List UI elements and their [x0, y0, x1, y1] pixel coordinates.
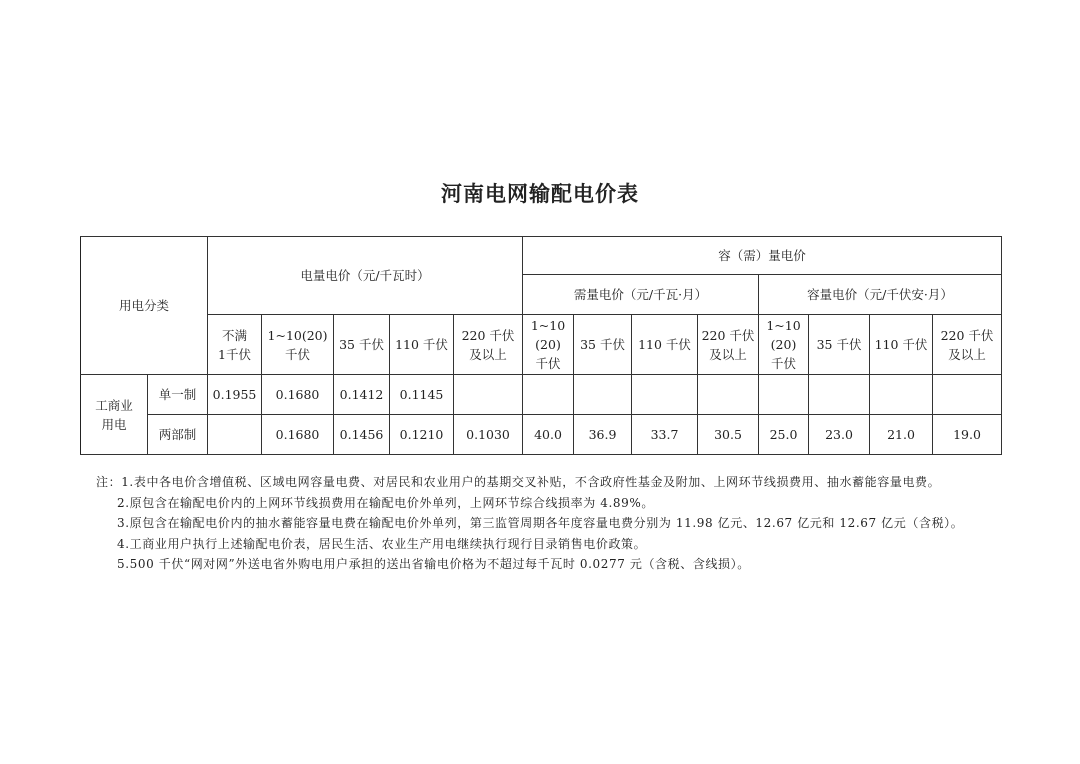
note-line: 注：1.表中各电价含增值税、区域电网容量电费、对居民和农业用户的基期交叉补贴，不含政府性基金及附加、上网环节线损费用、抽水蓄能容量电费。 — [96, 475, 941, 489]
energy-price-cell: 0.1955 — [208, 375, 262, 415]
energy-price-cell: 0.1456 — [334, 415, 390, 455]
energy-level-header: 110 千伏 — [390, 315, 454, 375]
capacity-level-header: 35 千伏 — [809, 315, 870, 375]
energy-price-cell: 0.1210 — [390, 415, 454, 455]
table-title: 河南电网输配电价表 — [441, 181, 639, 206]
capacity-price-cell — [809, 375, 870, 415]
energy-price-cell: 0.1030 — [454, 415, 523, 455]
capacity-price-cell: 23.0 — [809, 415, 870, 455]
energy-price-cell — [208, 415, 262, 455]
note-line: 3.原包含在输配电价内的抽水蓄能容量电费在输配电价外单列，第三监管周期各年度容量电费分别为 11.98 亿元、12.67 亿元和 12.67 亿元（含税）。 — [117, 516, 964, 530]
note-line: 4.工商业用户执行上述输配电价表，居民生活、农业生产用电继续执行现行目录销售电价政策。 — [117, 536, 647, 551]
demand-price-cell: 40.0 — [523, 415, 574, 455]
table-row — [81, 375, 1002, 415]
energy-level-header: 220 千伏 及以上 — [454, 315, 523, 375]
demand-price-cell — [523, 375, 574, 415]
capacity-price-cell — [870, 375, 933, 415]
note-line: 2.原包含在输配电价内的上网环节线损费用在输配电价外单列，上网环节综合线损率为 4.89%。 — [117, 495, 654, 510]
capacity-level-header: 110 千伏 — [870, 315, 933, 375]
demand-level-header: 110 千伏 — [632, 315, 698, 375]
user-group-label: 工商业 用电 — [81, 375, 148, 455]
note-line: 5.500 千伏“网对网”外送电省外购电用户承担的送出省输电价格为不超过每千瓦时 0.0277 元（含税、含线损）。 — [117, 557, 750, 571]
energy-price-cell: 0.1680 — [262, 415, 334, 455]
capacity-level-header: 1~10 (20) 千伏 — [759, 315, 809, 375]
demand-level-header: 1~10 (20) 千伏 — [523, 315, 574, 375]
table-row — [81, 415, 1002, 455]
energy-level-header: 1~10(20) 千伏 — [262, 315, 334, 375]
demand-price-cell — [698, 375, 759, 415]
demand-price-cell — [574, 375, 632, 415]
price-table — [80, 236, 1002, 455]
category-header: 用电分类 — [81, 237, 208, 375]
capacity-price-cell: 19.0 — [933, 415, 1002, 455]
energy-level-header: 35 千伏 — [334, 315, 390, 375]
capacity-price-cell: 21.0 — [870, 415, 933, 455]
capacity-level-header: 220 千伏 及以上 — [933, 315, 1002, 375]
capacity-sub-header: 容量电价（元/千伏安·月） — [759, 275, 1002, 315]
demand-price-cell: 30.5 — [698, 415, 759, 455]
energy-level-header: 不满 1千伏 — [208, 315, 262, 375]
capacity-price-header: 容（需）量电价 — [523, 237, 1002, 275]
demand-level-header: 220 千伏 及以上 — [698, 315, 759, 375]
tariff-type-label: 两部制 — [148, 415, 208, 455]
tariff-type-label: 单一制 — [148, 375, 208, 415]
capacity-price-cell: 25.0 — [759, 415, 809, 455]
demand-price-header: 需量电价（元/千瓦·月） — [523, 275, 759, 315]
notes-section — [96, 472, 1056, 575]
energy-price-cell — [454, 375, 523, 415]
header-row-1 — [81, 237, 1002, 275]
capacity-price-cell — [759, 375, 809, 415]
header-row-3 — [81, 315, 1002, 375]
energy-price-header: 电量电价（元/千瓦时） — [208, 237, 523, 315]
capacity-price-cell — [933, 375, 1002, 415]
demand-level-header: 35 千伏 — [574, 315, 632, 375]
demand-price-cell: 36.9 — [574, 415, 632, 455]
demand-price-cell: 33.7 — [632, 415, 698, 455]
energy-price-cell: 0.1412 — [334, 375, 390, 415]
demand-price-cell — [632, 375, 698, 415]
energy-price-cell: 0.1680 — [262, 375, 334, 415]
energy-price-cell: 0.1145 — [390, 375, 454, 415]
